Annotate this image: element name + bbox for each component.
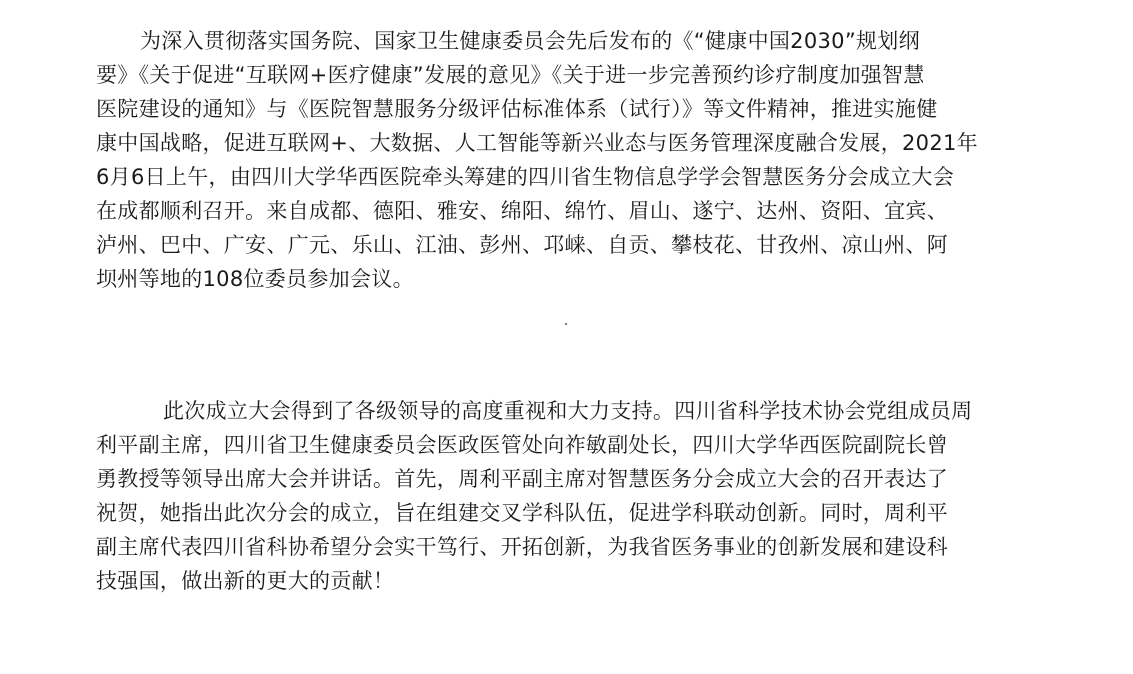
paragraph-line: 祝贺，她指出此次分会的成立，旨在组建交叉学科队伍，促进学科联动创新。同时，周利平 — [96, 501, 948, 525]
paragraph-line: 要》《关于促进“互联网+医疗健康”发展的意见》《关于进一步完善预约诊疗制度加强智慧 — [96, 63, 925, 87]
paragraph-line: 勇教授等领导出席大会并讲话。首先，周利平副主席对智慧医务分会成立大会的召开表达了 — [96, 467, 948, 491]
image-placeholder-dot — [565, 323, 567, 325]
paragraph-1 — [96, 24, 1046, 296]
paragraph-line: 医院建设的通知》与《医院智慧服务分级评估标准体系（试行）》等文件精神，推进实施健 — [96, 97, 938, 121]
paragraph-2 — [96, 394, 972, 598]
paragraph-line: 技强国，做出新的更大的贡献！ — [96, 569, 395, 593]
paragraph-line: 康中国战略，促进互联网+、大数据、人工智能等新兴业态与医务管理深度融合发展，2021年 — [96, 131, 978, 155]
paragraph-line: 为深入贯彻落实国务院、国家卫生健康委员会先后发布的《“健康中国2030”规划纲 — [140, 29, 920, 53]
paragraph-line: 在成都顺利召开。来自成都、德阳、雅安、绵阳、绵竹、眉山、遂宁、达州、资阳、宜宾、 — [96, 199, 948, 223]
paragraph-line: 6月6日上午，由四川大学华西医院牵头筹建的四川省生物信息学学会智慧医务分会成立大会 — [96, 165, 955, 189]
paragraph-line: 副主席代表四川省科协希望分会实干笃行、开拓创新，为我省医务事业的创新发展和建设科 — [96, 535, 948, 559]
article-body — [96, 24, 1046, 593]
paragraph-line: 利平副主席，四川省卫生健康委员会医政医管处向祚敏副处长，四川大学华西医院副院长曾 — [96, 433, 948, 457]
paragraph-line: 此次成立大会得到了各级领导的高度重视和大力支持。四川省科学技术协会党组成员周 — [163, 399, 973, 423]
paragraph-line: 泸州、巴中、广安、广元、乐山、江油、彭州、邛崃、自贡、攀枝花、甘孜州、凉山州、阿 — [96, 233, 948, 257]
paragraph-line: 坝州等地的108位委员参加会议。 — [96, 267, 414, 291]
